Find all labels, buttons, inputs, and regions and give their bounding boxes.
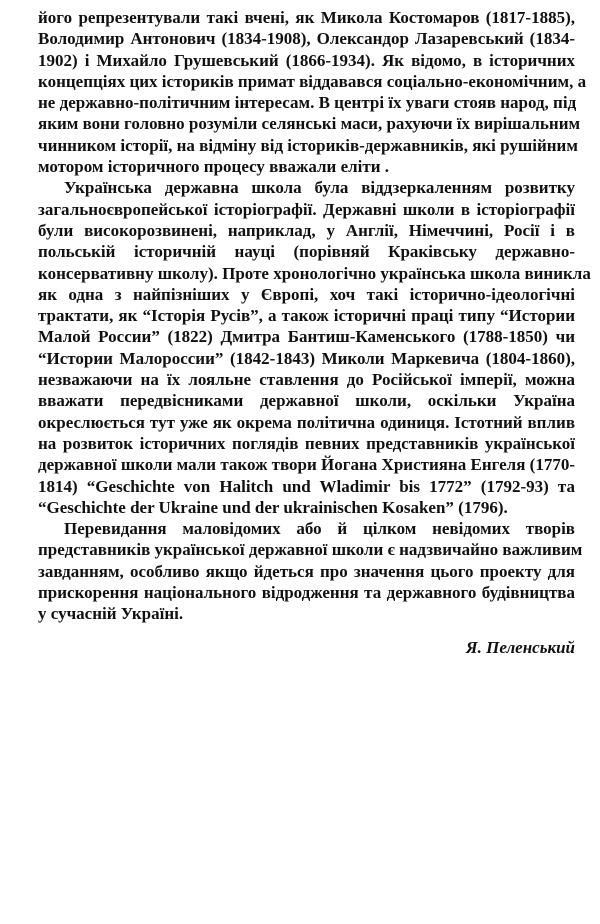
text-line: польській історичній науці (порівняй Краківську державно- [38,242,575,262]
text-line: “Истории Малороссии” (1842-1843) Миколи Маркевича (1804-1860), [38,348,575,368]
document-text [38,7,591,625]
text-line: прискорення національного відродження та державного будівництва [38,583,575,603]
text-line: 1814) “Geschichte von Halitch und Wladimir bis 1772” (1792-93) та [38,476,575,496]
text-line: на розвиток історичних поглядів певних представників української [38,433,575,453]
text-line: загальноєвропейської історіографії. Державні школи в історіографії [38,199,575,219]
text-line: вважати передвісниками державної школи, оскільки Україна [38,391,575,411]
author-signature: Я. Пеленський [465,637,575,657]
paragraph [38,518,583,624]
paragraph [38,177,591,518]
text-line: чинником історії, на відміну від істориків-державників, які рушійним [38,135,578,155]
text-line: Перевидання маловідомих або й цілком невідомих творів [64,519,575,539]
document-body [38,7,591,658]
text-line: Українська державна школа була віддзеркаленням розвитку [64,178,575,198]
paragraph [38,7,587,177]
text-line: його репрезентували такі вчені, як Микола Костомаров (1817-1885), [38,8,575,27]
text-line: не державно-політичним інтересам. В центрі їх уваги стояв народ, під [38,93,577,113]
text-line: Володимир Антонович (1834-1908), Олександор Лазаревський (1834- [38,29,575,49]
text-line: державної школи мали також твори Йогана Християна Енгеля (1770- [38,455,575,475]
text-line: завданням, особливо якщо йдеться про значення цього проекту для [38,561,575,581]
text-line: консервативну школу). Проте хронологічно українська школа виникла [38,263,591,283]
text-line: 1902) і Михайло Грушевський (1866-1934). Як відомо, в історичних [38,50,575,70]
text-line: Малой России” (1822) Дмитра Бантиш-Каменського (1788-1850) чи [38,327,575,347]
text-line: окреслюється тут уже як окрема політична одиниця. Істотний вплив [38,412,575,432]
text-line: трактати, як “Історія Русів”, а також історичні праці типу “Истории [38,306,575,326]
text-line: у сучасній Україні. [38,604,184,624]
text-line: незважаючи на їх лояльне ставлення до Російської імперії, можна [38,370,575,390]
text-line: як одна з найпізніших у Європі, хоч такі історично-ідеологічні [38,284,575,304]
text-line: “Geschichte der Ukraine und der ukrainischen Kosaken” (1796). [38,497,508,517]
text-line: представників української державної школи є надзвичайно важливим [38,540,583,560]
text-line: були високорозвинені, наприклад, у Англії, Німеччині, Росії і в [38,220,575,240]
text-line: мотором історичного процесу вважали еліти . [38,157,390,177]
text-line: яким вони головно розуміли селянські маси, рахуючи їх вирішальним [38,114,581,134]
text-line: концепціях цих істориків примат віддавався соціально-економічним, а [38,71,587,91]
